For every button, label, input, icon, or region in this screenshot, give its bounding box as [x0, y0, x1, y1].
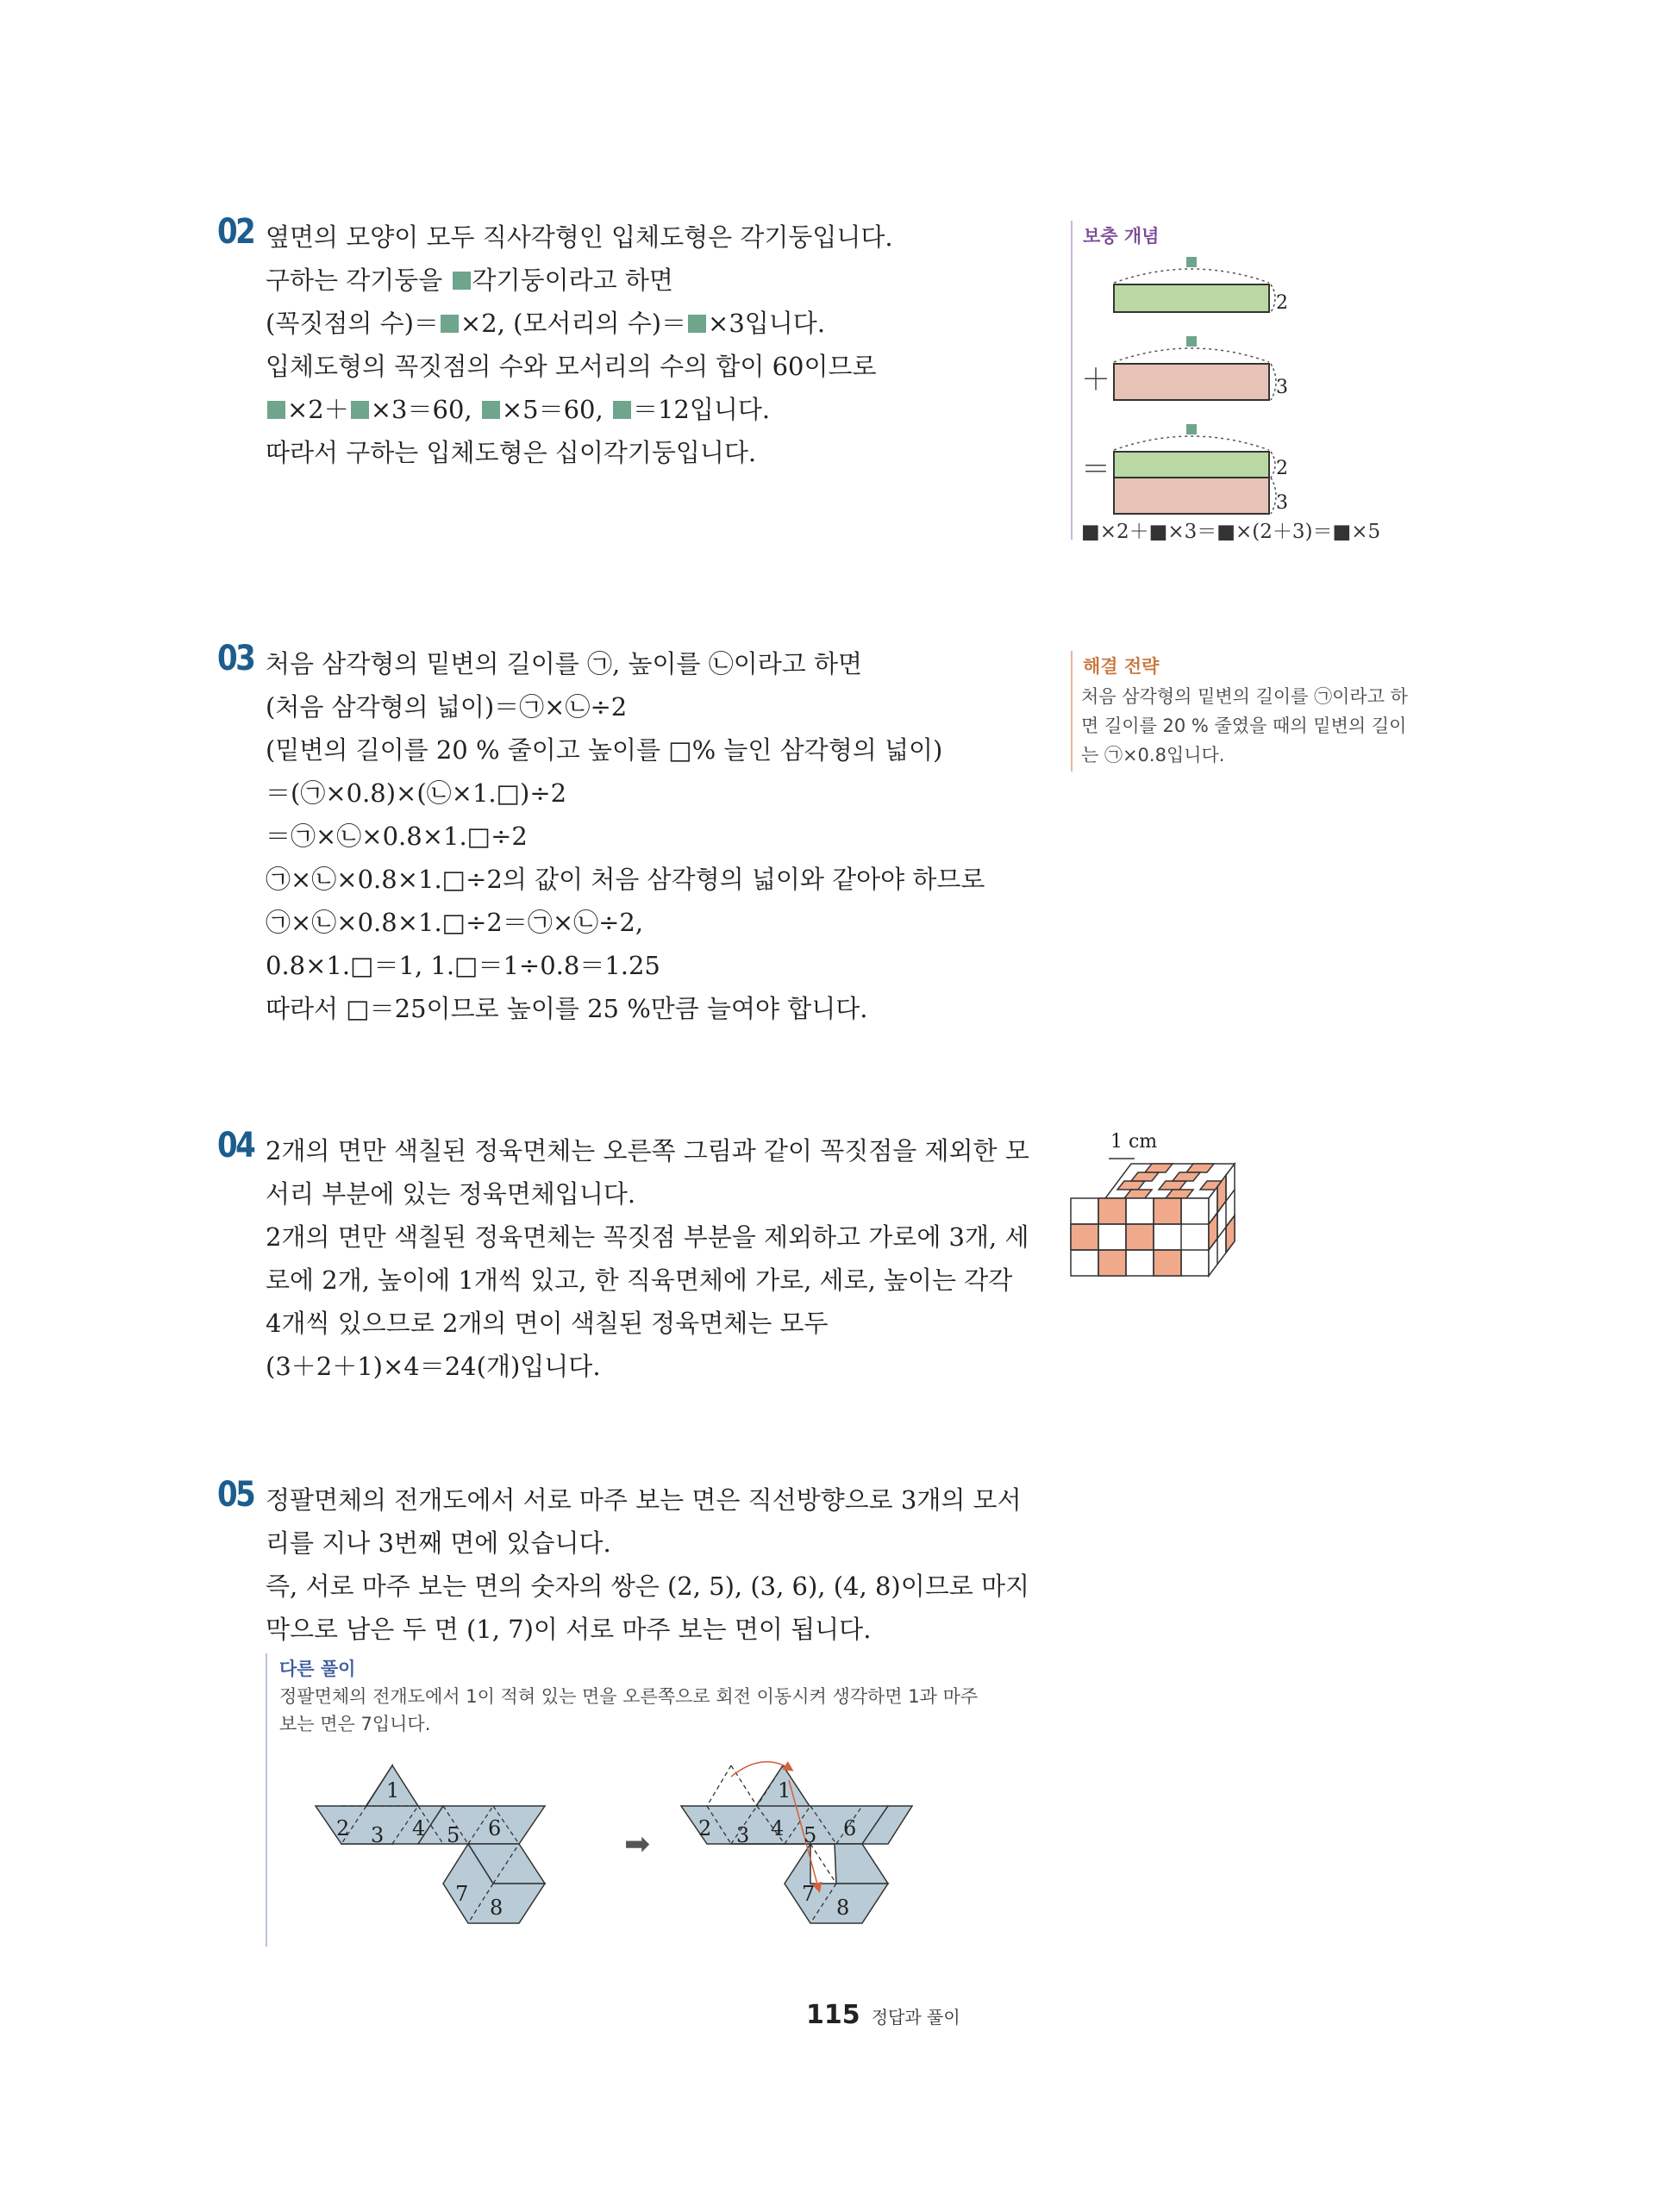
text-line: 2개의 면만 색칠된 정육면체는 꼭짓점 부분을 제외하고 가로에 3개, 세 — [266, 1222, 1029, 1252]
face-number: 4 — [412, 1816, 426, 1840]
face-number: 2 — [336, 1816, 350, 1840]
text-line: (3＋2＋1)×4＝24(개)입니다. — [266, 1352, 601, 1381]
square-symbol — [441, 315, 459, 333]
problem-text — [266, 1129, 1029, 1388]
text-line: ＝㉠×㉡×0.8×1.□÷2 — [266, 822, 528, 851]
text-line: (밑변의 길이를 20 % 줄이고 높이를 □% 늘인 삼각형의 넓이) — [266, 735, 943, 765]
equals-sign: ＝ — [1081, 453, 1110, 487]
text-line: 로에 2개, 높이에 1개씩 있고, 한 직육면체에 가로, 세로, 높이는 각각 — [266, 1265, 1013, 1295]
problem-number: 02 — [217, 212, 254, 252]
text-line: 따라서 □＝25이므로 높이를 25 %만큼 늘여야 합니다. — [266, 994, 868, 1023]
note-line: 정팔면체의 전개도에서 1이 적혀 있는 면을 오른쪽으로 회전 이동시켜 생각하면 1과 마주 — [279, 1686, 979, 1707]
bar-label-3: 3 — [1276, 377, 1288, 398]
square-symbol — [351, 401, 369, 419]
alternative-tag: 다른 풀이 — [279, 1659, 356, 1679]
face-number: 6 — [843, 1816, 857, 1840]
face-number: 1 — [386, 1778, 400, 1803]
face-number: 1 — [778, 1778, 791, 1803]
text-line: 0.8×1.□＝1, 1.□＝1÷0.8＝1.25 — [266, 951, 660, 980]
text-line: 4개씩 있으므로 2개의 면이 색칠된 정육면체는 모두 — [266, 1309, 829, 1338]
plus-sign: ＋ — [1081, 363, 1110, 397]
note-line: 는 ㉠×0.8입니다. — [1081, 745, 1225, 765]
green-square-marker — [1186, 424, 1197, 434]
green-square-marker — [1186, 257, 1197, 267]
green-bar — [1114, 284, 1269, 312]
face-number: 2 — [698, 1816, 712, 1840]
problem-text — [266, 216, 1024, 474]
text-line: 리를 지나 3번째 면에 있습니다. — [266, 1528, 611, 1558]
bar-model-diagram — [1073, 247, 1452, 540]
green-bar — [1114, 452, 1269, 478]
face-number: 3 — [371, 1823, 385, 1847]
text-line: 2개의 면만 색칠된 정육면체는 오른쪽 그림과 같이 꼭짓점을 제외한 모 — [266, 1136, 1029, 1165]
problem-text — [266, 1478, 1030, 1651]
pink-bar — [1114, 478, 1269, 514]
text-line: 막으로 남은 두 면 (1, 7)이 서로 마주 보는 면이 됩니다. — [266, 1615, 872, 1644]
text-line: ×2＋ ×3＝60, ×5＝60, ＝12입니다. — [266, 388, 1024, 431]
bar-label-2: 2 — [1276, 292, 1288, 314]
square-symbol — [482, 401, 500, 419]
alternative-solution-box — [266, 1653, 1026, 1946]
alternative-text — [279, 1683, 978, 1738]
text-line: (처음 삼각형의 넓이)＝㉠×㉡÷2 — [266, 692, 628, 722]
right-arrow-icon: ➡ — [624, 1827, 651, 1862]
cuboid-figure — [1069, 1129, 1259, 1302]
square-symbol — [267, 401, 285, 419]
square-symbol — [453, 272, 471, 290]
text-line: 입체도형의 꼭짓점의 수와 모서리의 수의 합이 60이므로 — [266, 352, 877, 381]
face-number: 7 — [802, 1882, 816, 1906]
text-line: 처음 삼각형의 밑변의 길이를 ㉠, 높이를 ㉡이라고 하면 — [266, 649, 863, 678]
square-symbol — [613, 401, 631, 419]
page-number: 115 — [806, 2000, 860, 2030]
strategy-text — [1081, 682, 1408, 770]
text-line: 정팔면체의 전개도에서 서로 마주 보는 면은 직선방향으로 3개의 모서 — [266, 1485, 1022, 1515]
text-line: 구하는 각기둥을 각기둥이라고 하면 — [266, 266, 673, 295]
strategy-tag: 해결 전략 — [1083, 656, 1160, 677]
face-number: 8 — [836, 1896, 850, 1920]
text-line: 즉, 서로 마주 보는 면의 숫자의 쌍은 (2, 5), (3, 6), (4, 8)이므로 마지 — [266, 1572, 1030, 1601]
face-number: 3 — [736, 1823, 750, 1847]
face-number: 6 — [488, 1816, 502, 1840]
text-line: (꼭짓점의 수)＝ ×2, (모서리의 수)＝ ×3입니다. — [266, 309, 826, 338]
footer-label: 정답과 풀이 — [871, 2007, 960, 2028]
green-square-marker — [1186, 336, 1197, 347]
face-number: 7 — [455, 1882, 469, 1906]
text-line: ＝(㉠×0.8)×(㉡×1.□)÷2 — [266, 778, 567, 808]
note-line: 보는 면은 7입니다. — [279, 1714, 431, 1734]
unit-label: 1 cm — [1110, 1131, 1158, 1153]
bar-label-2: 2 — [1276, 458, 1288, 479]
note-line: 면 길이를 20 % 줄였을 때의 밑변의 길이 — [1081, 715, 1407, 736]
problem-number: 03 — [217, 639, 254, 678]
supplement-concept-box — [1071, 221, 1452, 543]
problem-number: 05 — [217, 1475, 254, 1515]
face-number: 5 — [447, 1823, 460, 1847]
note-line: 처음 삼각형의 밑변의 길이를 ㉠이라고 하 — [1081, 686, 1408, 707]
text-line: 서리 부분에 있는 정육면체입니다. — [266, 1179, 636, 1209]
net-before — [316, 1765, 545, 1923]
face-number: 5 — [804, 1823, 817, 1847]
face-number: 8 — [490, 1896, 504, 1920]
solution-strategy-box — [1071, 651, 1452, 772]
net-after — [681, 1762, 912, 1923]
problem-number: 04 — [217, 1126, 254, 1165]
face-number: 4 — [771, 1816, 785, 1840]
octahedron-nets — [267, 1761, 1026, 1934]
text-line: 따라서 구하는 입체도형은 십이각기둥입니다. — [266, 438, 757, 467]
cuboid-drawing — [1069, 1153, 1259, 1309]
problem-text — [266, 642, 1024, 1030]
text-line: ㉠×㉡×0.8×1.□÷2＝㉠×㉡÷2, — [266, 908, 644, 937]
pink-bar — [1114, 364, 1269, 400]
supplement-formula: ■×2＋■×3＝■×(2＋3)＝■×5 — [1081, 521, 1381, 543]
bar-label-3: 3 — [1276, 492, 1288, 514]
front-face — [1071, 1198, 1209, 1276]
text-line: ㉠×㉡×0.8×1.□÷2의 값이 처음 삼각형의 넓이와 같아야 하므로 — [266, 865, 985, 894]
supplement-tag: 보충 개념 — [1083, 226, 1160, 247]
page-footer — [806, 2000, 960, 2030]
text-line: 옆면의 모양이 모두 직사각형인 입체도형은 각기둥입니다. — [266, 222, 893, 252]
square-symbol — [688, 315, 706, 333]
